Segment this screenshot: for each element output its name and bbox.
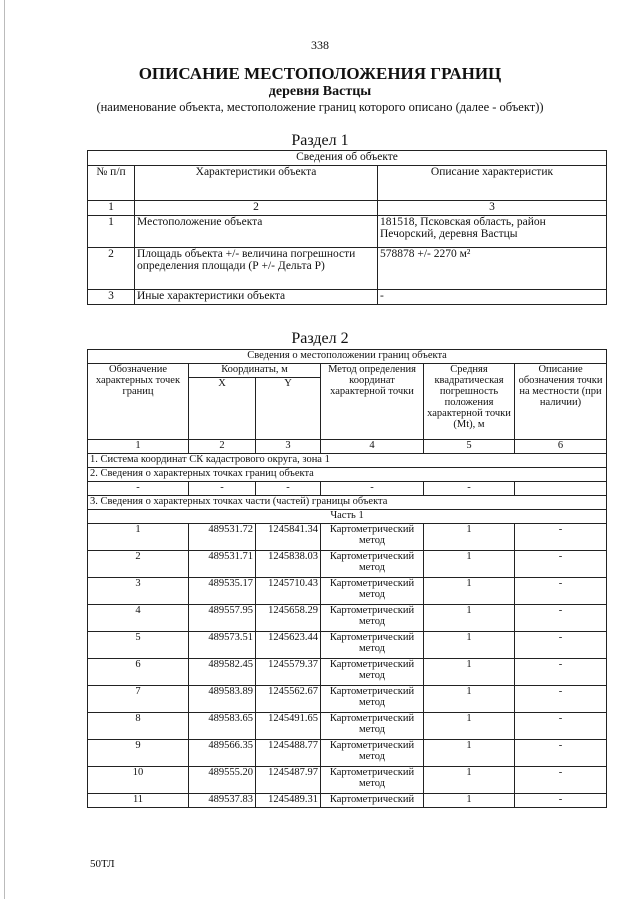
index-cell: 5 [424,440,515,454]
table-row [88,794,607,808]
coord-y: 1245838.03 [256,551,321,578]
point-number: 4 [88,605,189,632]
index-cell: 3 [256,440,321,454]
col-header-y: Y [256,378,321,440]
point-number: 6 [88,659,189,686]
boundary-points-table [87,349,607,808]
col-header-description: Описание характеристик [378,166,607,201]
method: Картометрический метод [321,632,424,659]
index-cell: 1 [88,440,189,454]
method: Картометрический метод [321,740,424,767]
mt-value: 1 [424,767,515,794]
coord-y: 1245562.67 [256,686,321,713]
dash-cell: - [321,482,424,496]
page-number: 338 [311,38,329,52]
method: Картометрический [321,794,424,808]
table-row [88,767,607,794]
mt-value: 1 [424,713,515,740]
coord-x: 489583.89 [189,686,256,713]
empty-cell [515,482,607,496]
method: Картометрический метод [321,686,424,713]
method: Картометрический метод [321,605,424,632]
method: Картометрический метод [321,551,424,578]
object-caption: (наименование объекта, местоположение границ которого описано (далее - объект)) [96,100,544,114]
coord-x: 489531.72 [189,524,256,551]
point-description: - [515,794,607,808]
table-title: Сведения о местоположении границ объекта [88,350,607,364]
point-description: - [515,767,607,794]
point-number: 11 [88,794,189,808]
index-cell: 2 [135,201,378,216]
mt-value: 1 [424,605,515,632]
coord-y: 1245487.97 [256,767,321,794]
dash-cell: - [256,482,321,496]
coord-y: 1245489.31 [256,794,321,808]
dash-cell: - [189,482,256,496]
col-header-description: Описание обозначения точки на местности (при наличии) [515,364,607,440]
table-row [88,551,607,578]
row-characteristic: Площадь объекта +/- величина погрешности определения площади (Р +/- Дельта Р) [135,248,378,290]
row-characteristic: Местоположение объекта [135,216,378,248]
point-description: - [515,524,607,551]
coord-x: 489555.20 [189,767,256,794]
point-number: 9 [88,740,189,767]
mt-value: 1 [424,740,515,767]
coord-y: 1245658.29 [256,605,321,632]
col-header-point: Обозначение характерных точек границ [88,364,189,440]
coord-x: 489537.83 [189,794,256,808]
coord-y: 1245623.44 [256,632,321,659]
col-header-characteristics: Характеристики объекта [135,166,378,201]
object-info-table [87,150,607,305]
table-row [88,605,607,632]
mt-value: 1 [424,632,515,659]
mt-value: 1 [424,794,515,808]
table-row [88,686,607,713]
point-description: - [515,686,607,713]
point-description: - [515,578,607,605]
table-row [88,632,607,659]
index-cell: 3 [378,201,607,216]
index-cell: 1 [88,201,135,216]
row-number: 2 [88,248,135,290]
mt-value: 1 [424,551,515,578]
col-header-no: № п/п [88,166,135,201]
section2-heading: Раздел 2 [291,330,349,347]
coord-x: 489582.45 [189,659,256,686]
point-description: - [515,605,607,632]
point-number: 7 [88,686,189,713]
coord-x: 489573.51 [189,632,256,659]
method: Картометрический метод [321,578,424,605]
page-subtitle: деревня Вастцы [268,84,372,99]
index-cell: 2 [189,440,256,454]
point-number: 5 [88,632,189,659]
col-header-x: X [189,378,256,440]
point-number: 8 [88,713,189,740]
table-row [88,659,607,686]
table-row [88,740,607,767]
row-number: 3 [88,290,135,305]
footer-code: 50ТЛ [90,858,115,870]
method: Картометрический метод [321,767,424,794]
table-row [88,578,607,605]
col-header-method: Метод определения координат характерной точки [321,364,424,440]
table-title: Сведения об объекте [88,151,607,166]
point-number: 3 [88,578,189,605]
coord-x: 489583.65 [189,713,256,740]
row-characteristic: Иные характеристики объекта [135,290,378,305]
method: Картометрический метод [321,524,424,551]
row-number: 1 [88,216,135,248]
method: Картометрический метод [321,659,424,686]
point-description: - [515,740,607,767]
row-description: 578878 +/- 2270 м² [378,248,607,290]
coord-y: 1245488.77 [256,740,321,767]
coord-y: 1245491.65 [256,713,321,740]
row-description: 181518, Псковская область, район Печорский, деревня Вастцы [378,216,607,248]
point-description: - [515,659,607,686]
coord-y: 1245841.34 [256,524,321,551]
part-label: Часть 1 [88,510,607,524]
point-number: 10 [88,767,189,794]
coord-y: 1245579.37 [256,659,321,686]
table-row [88,216,607,248]
mt-value: 1 [424,659,515,686]
table-row [88,248,607,290]
coord-y: 1245710.43 [256,578,321,605]
point-description: - [515,551,607,578]
point-description: - [515,632,607,659]
dash-cell: - [88,482,189,496]
coord-x: 489535.17 [189,578,256,605]
section1-heading: Раздел 1 [291,132,349,149]
table-row [88,524,607,551]
page-title: ОПИСАНИЕ МЕСТОПОЛОЖЕНИЯ ГРАНИЦ [138,64,502,83]
boundary-points-line: 2. Сведения о характерных точках границ объекта [88,468,607,482]
row-description: - [378,290,607,305]
table-row [88,290,607,305]
mt-value: 1 [424,524,515,551]
table-row [88,713,607,740]
index-cell: 6 [515,440,607,454]
point-description: - [515,713,607,740]
mt-value: 1 [424,686,515,713]
dash-cell: - [424,482,515,496]
coord-x: 489566.35 [189,740,256,767]
mt-value: 1 [424,578,515,605]
point-number: 1 [88,524,189,551]
point-number: 2 [88,551,189,578]
coord-x: 489531.71 [189,551,256,578]
index-cell: 4 [321,440,424,454]
col-header-coordinates: Координаты, м [189,364,321,378]
coord-x: 489557.95 [189,605,256,632]
part-points-line: 3. Сведения о характерных точках части (частей) границы объекта [88,496,607,510]
coordinate-system-line: 1. Система координат СК кадастрового округа, зона 1 [88,454,607,468]
method: Картометрический метод [321,713,424,740]
col-header-error: Средняя квадратическая погрешность положения характерной точки (Mt), м [424,364,515,440]
